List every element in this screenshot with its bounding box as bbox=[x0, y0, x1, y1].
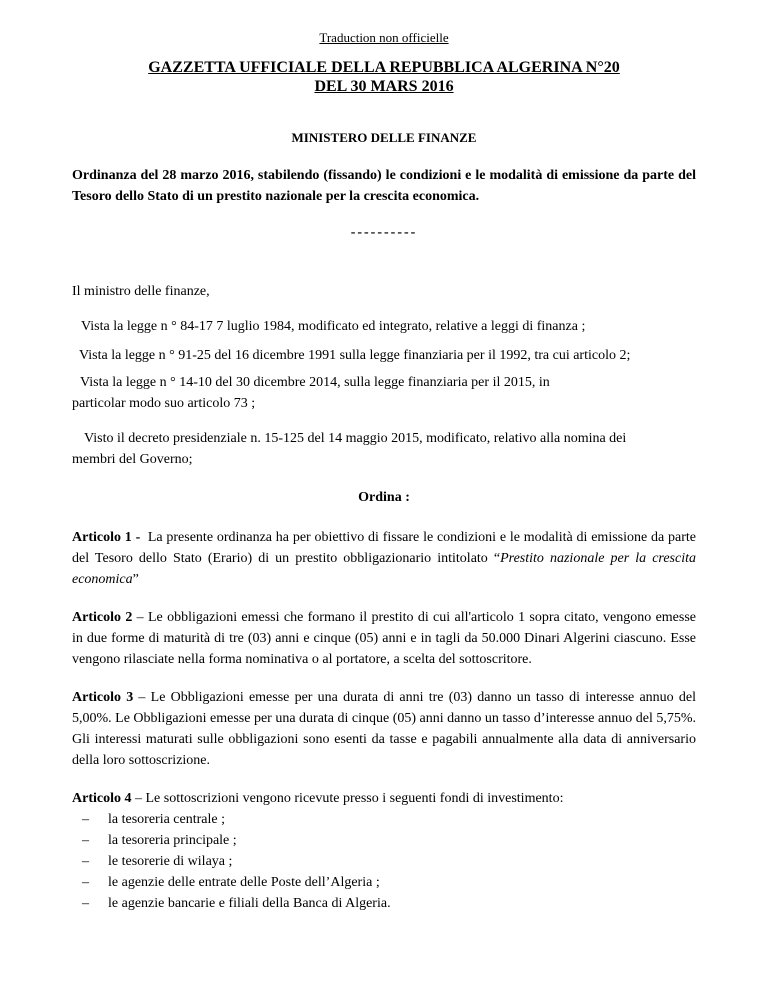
list-item: – le tesorerie di wilaya ; bbox=[72, 851, 696, 872]
preamble-item-4: Visto il decreto presidenziale n. 15-125 del 14 maggio 2015, modificato, relativo alla nomina dei membri del Governo; bbox=[72, 431, 627, 467]
article-2-text: – Le obbligazioni emessi che formano il prestito di cui all'articolo 1 sopra citato, vengono emesse in due forme di maturità di tre (03) anni e cinque (05) anni e in tagli da 50.000 Dinari Algerini ciascuno. Esse vengono rilasciate nella forma nominativa o al portatore, a scelta del sottoscritore. bbox=[72, 610, 696, 667]
article-4-label: Articolo 4 bbox=[72, 791, 132, 806]
article-1-text: La presente ordinanza ha per obiettivo di fissare le condizioni e le modalità di emissione da parte del Tesoro dello Stato (Erario) di un prestito obbligazionario intitolato “ bbox=[72, 530, 696, 566]
document-page bbox=[72, 30, 696, 914]
article-1 bbox=[72, 527, 696, 590]
gazette-title bbox=[72, 58, 696, 96]
list-item: – la tesoreria principale ; bbox=[72, 830, 696, 851]
article-3-text: – Le Obbligazioni emesse per una durata di anni tre (03) danno un tasso di interesse annuo del 5,00%. Le Obbligazioni emesse per una durata di cinque (05) anni danno un tasso d’interesse annuo del 5,75%. Gli interessi maturati sulle obbligazioni sono esenti da tasse e pagabili annualmente alla data di anniversario della loro sottoscrizione. bbox=[72, 690, 696, 768]
article-1-close-quote: ” bbox=[132, 572, 139, 587]
gazette-title-line2: DEL 30 MARS 2016 bbox=[314, 78, 454, 95]
article-2 bbox=[72, 607, 696, 670]
article-2-label: Articolo 2 bbox=[72, 610, 133, 625]
article-3-label: Articolo 3 bbox=[72, 690, 134, 705]
ordina-heading: Ordina : bbox=[358, 490, 410, 505]
preamble-item-2: Vista la legge n ° 91-25 del 16 dicembre 1991 sulla legge finanziaria per il 1992, tra cui articolo 2; bbox=[79, 348, 631, 363]
list-item: – le agenzie bancarie e filiali della Banca di Algeria. bbox=[72, 893, 696, 914]
translation-note: Traduction non officielle bbox=[319, 30, 449, 45]
article-3 bbox=[72, 687, 696, 771]
ministry-heading: MINISTERO DELLE FINANZE bbox=[291, 130, 477, 145]
gazette-title-line1: GAZZETTA UFFICIALE DELLA REPUBBLICA ALGERINA N°20 bbox=[148, 59, 620, 76]
article-4-text: – Le sottoscrizioni vengono ricevute presso i seguenti fondi di investimento: bbox=[131, 791, 564, 806]
subscription-points-list bbox=[72, 809, 696, 914]
article-4 bbox=[72, 788, 696, 809]
preamble-item-3: Vista la legge n ° 14-10 del 30 dicembre 2014, sulla legge finanziaria per il 2015, in particolar modo suo articolo 73 ; bbox=[72, 375, 550, 411]
ordinance-title: Ordinanza del 28 marzo 2016, stabilendo (fissando) le condizioni e le modalità di emissione da parte del Tesoro dello Stato di un prestito nazionale per la crescita economica. bbox=[72, 168, 696, 204]
list-item: – la tesoreria centrale ; bbox=[72, 809, 696, 830]
separator: ---------- bbox=[350, 225, 418, 240]
list-item: – le agenzie delle entrate delle Poste dell’Algeria ; bbox=[72, 872, 696, 893]
minister-line: Il ministro delle finanze, bbox=[72, 284, 210, 299]
preamble-item-1: Vista la legge n ° 84-17 7 luglio 1984, modificato ed integrato, relative a leggi di finanza ; bbox=[81, 319, 586, 334]
article-1-loan-name: Prestito nazionale per la crescita economica bbox=[72, 551, 696, 587]
article-1-label: Articolo 1 - bbox=[72, 530, 141, 545]
